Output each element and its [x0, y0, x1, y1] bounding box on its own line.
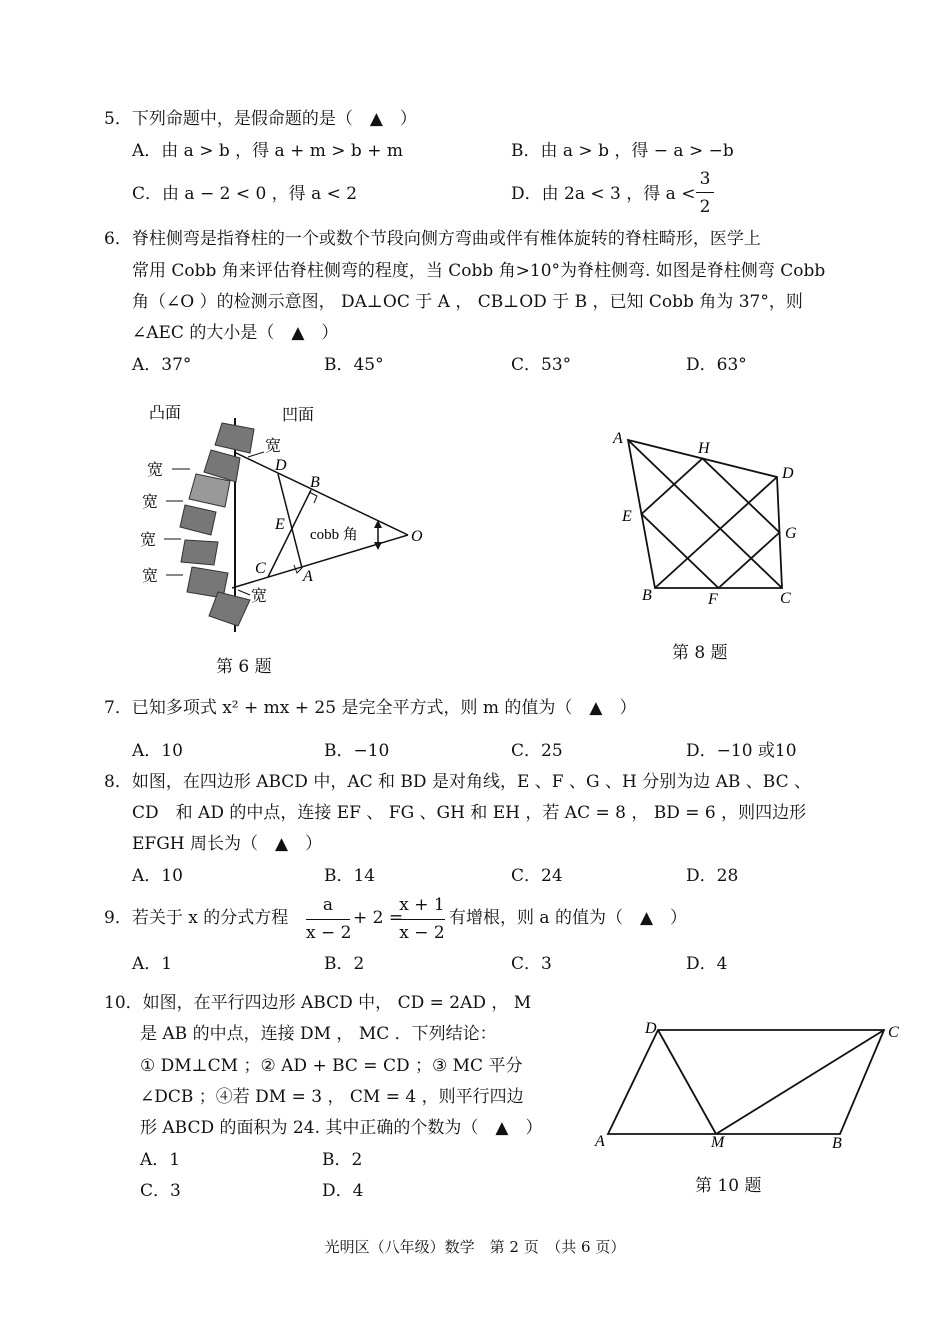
figure-6-spine-diagram — [130, 395, 440, 640]
q10-option-c: C．3 — [140, 1181, 181, 1201]
fig6-wide-top: 宽 — [265, 438, 282, 455]
fig6-right-angle-b — [309, 492, 317, 503]
fig6-arrow-bottom — [238, 590, 250, 595]
q5-stem: 5．下列命题中，是假命题的是（ ▲ ） — [104, 109, 417, 129]
q6-line-1: 6．脊柱侧弯是指脊柱的一个或数个节段向侧方弯曲或伴有椎体旋转的脊柱畸形，医学上 — [104, 229, 761, 249]
fig10-label-d: D — [645, 1020, 657, 1037]
fig6-wide-bottom: 宽 — [251, 588, 268, 605]
q9-prefix: 9．若关于 x 的分式方程 — [104, 908, 289, 928]
fig8-label-a: A — [613, 430, 623, 447]
fig8-label-g: G — [785, 525, 797, 542]
q9-fraction-1-bar — [306, 919, 350, 920]
q9-fraction-1-numerator: a — [322, 895, 334, 915]
figure-6-caption: 第 6 题 — [216, 657, 272, 677]
q5-option-b: B．由 a > b ，得 − a > −b — [511, 141, 734, 161]
fig6-label-c: C — [255, 560, 266, 577]
fig6-concave-label: 凹面 — [282, 407, 315, 424]
figure-8-quadrilateral — [610, 425, 810, 610]
q6-option-a: A．37° — [132, 355, 192, 375]
fig8-label-b: B — [642, 587, 652, 604]
fig6-cobb-arrowhead-down — [374, 542, 382, 550]
fig10-label-m: M — [711, 1134, 725, 1151]
q7-stem: 7．已知多项式 x² + mx + 25 是完全平方式，则 m 的值为（ ▲ ） — [104, 698, 637, 718]
fig8-quadrilateral-efgh — [642, 459, 780, 589]
q10-option-b: B．2 — [322, 1150, 363, 1170]
q8-line-2: CD 和 AD 的中点，连接 EF 、 FG 、GH 和 EH ，若 AC = 8 ， BD = 6 ，则四边形 — [132, 803, 807, 823]
fig8-label-f: F — [708, 591, 718, 608]
q7-option-c: C．25 — [511, 741, 563, 761]
q7-option-b: B．−10 — [324, 741, 390, 761]
fig6-segment-cb — [268, 490, 311, 577]
fig10-label-b: B — [832, 1135, 842, 1152]
fig8-label-e: E — [622, 508, 632, 525]
q9-fraction-1-denominator: x − 2 — [306, 923, 352, 943]
q5-option-a: A．由 a > b ，得 a + m > b + m — [132, 141, 403, 161]
fig6-vertebra-3 — [189, 474, 230, 507]
q10-line-3: ① DM⊥CM ；② AD + BC = CD ；③ MC 平分 — [140, 1056, 523, 1076]
q5-d-denominator: 2 — [699, 197, 711, 217]
fig6-wide-1: 宽 — [147, 462, 164, 479]
q8-option-d: D．28 — [686, 866, 739, 886]
q10-line-2: 是 AB 的中点，连接 DM ， MC ．下列结论： — [140, 1024, 497, 1044]
fig8-diagonal-bd — [655, 477, 777, 588]
q6-line-2: 常用 Cobb 角来评估脊柱侧弯的程度，当 Cobb 角>10°为脊柱侧弯. 如图是脊柱侧弯 Cobb — [132, 261, 826, 281]
fig8-label-d: D — [782, 465, 794, 482]
fig8-label-h: H — [698, 440, 710, 457]
q9-option-d: D．4 — [686, 954, 728, 974]
fig6-vertebra-1 — [215, 423, 254, 453]
fig6-label-e: E — [275, 516, 285, 533]
fig10-segment-mc — [716, 1030, 884, 1134]
q5-d-numerator: 3 — [699, 169, 711, 189]
q10-option-d: D．4 — [322, 1181, 364, 1201]
q10-line-1: 10．如图，在平行四边形 ABCD 中， CD = 2AD ， M — [104, 993, 532, 1013]
q8-line-1: 8．如图，在四边形 ABCD 中，AC 和 BD 是对角线，E 、F 、G 、H 分别为边 AB 、BC 、 — [104, 772, 811, 792]
q5-d-fraction-bar — [696, 192, 714, 193]
q6-line-3: 角（∠O ）的检测示意图， DA⊥OC 于 A ， CB⊥OD 于 B ，已知 Cobb 角为 37°，则 — [132, 292, 803, 312]
q9-fraction-2-numerator: x + 1 — [399, 895, 445, 915]
fig10-parallelogram-abcd — [608, 1030, 884, 1134]
figure-10-parallelogram — [590, 1012, 910, 1157]
fig8-label-c: C — [780, 590, 791, 607]
q9-option-b: B．2 — [324, 954, 365, 974]
fig6-cobb-label: cobb 角 — [310, 527, 358, 543]
q6-option-b: B．45° — [324, 355, 384, 375]
fig6-wide-3: 宽 — [140, 532, 157, 549]
fig6-convex-label: 凸面 — [149, 405, 182, 422]
fig6-vertebra-5 — [181, 540, 218, 565]
fig10-label-c: C — [888, 1024, 899, 1041]
q6-line-4: ∠AEC 的大小是（ ▲ ） — [132, 323, 339, 343]
q10-line-4: ∠DCB ；④若 DM = 3 ， CM = 4 ，则平行四边 — [140, 1087, 524, 1107]
q6-option-c: C．53° — [511, 355, 572, 375]
q8-option-a: A．10 — [132, 866, 183, 886]
q9-option-c: C．3 — [511, 954, 552, 974]
q7-option-a: A．10 — [132, 741, 183, 761]
q6-option-d: D．63° — [686, 355, 747, 375]
fig6-vertebra-4 — [180, 505, 216, 535]
q10-line-5: 形 ABCD 的面积为 24. 其中正确的个数为（ ▲ ） — [140, 1118, 543, 1138]
q9-middle: + 2 = — [353, 908, 404, 928]
q8-option-b: B．14 — [324, 866, 376, 886]
fig6-wide-4: 宽 — [142, 568, 159, 585]
fig6-label-d: D — [275, 457, 287, 474]
q9-suffix: 有增根，则 a 的值为（ ▲ ） — [449, 908, 688, 928]
fig10-label-a: A — [595, 1133, 605, 1150]
q9-fraction-2-bar — [399, 919, 445, 920]
q5-option-c: C．由 a − 2 < 0 ，得 a < 2 — [132, 184, 358, 204]
fig10-segment-dm — [658, 1030, 716, 1134]
fig6-label-b: B — [310, 474, 320, 491]
q10-option-a: A．1 — [140, 1150, 181, 1170]
q7-option-d: D．−10 或10 — [686, 741, 797, 761]
q5-option-d: D．由 2a < 3 ，得 a < — [511, 184, 696, 204]
q9-option-a: A．1 — [132, 954, 173, 974]
fig6-label-a: A — [303, 568, 313, 585]
q9-fraction-2-denominator: x − 2 — [399, 923, 445, 943]
fig6-ray-od — [234, 452, 408, 535]
figure-10-caption: 第 10 题 — [695, 1176, 762, 1196]
fig6-label-o: O — [411, 528, 423, 545]
q8-option-c: C．24 — [511, 866, 563, 886]
q8-line-3: EFGH 周长为（ ▲ ） — [132, 834, 323, 854]
figure-8-caption: 第 8 题 — [672, 643, 728, 663]
fig6-wide-2: 宽 — [142, 494, 159, 511]
page-footer: 光明区（八年级）数学 第 2 页 （共 6 页） — [324, 1238, 626, 1256]
